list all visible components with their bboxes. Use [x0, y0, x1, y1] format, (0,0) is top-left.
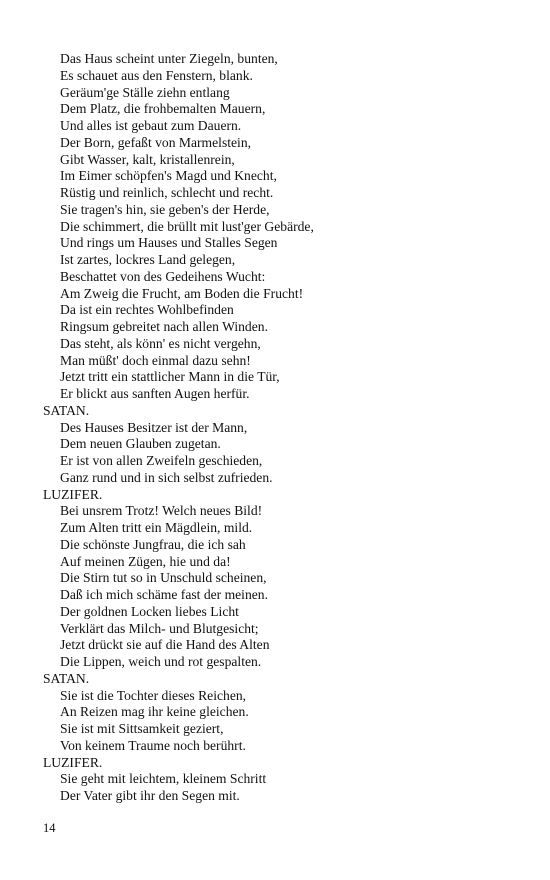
verse-line: Das steht, als könn' es nicht vergehn, — [60, 335, 261, 351]
verse-line: Ist zartes, lockres Land gelegen, — [60, 252, 236, 267]
verse-line: Ringsum gebreitet nach allen Winden. — [60, 319, 268, 334]
speaker-name: LUZIFER. — [43, 754, 103, 770]
verse-line: Die schönste Jungfrau, die ich sah — [60, 536, 246, 552]
verse-line: Daß ich mich schäme fast der meinen. — [60, 587, 268, 602]
verse-line: Am Zweig die Frucht, am Boden die Frucht! — [60, 285, 304, 301]
verse-line: Da ist ein rechtes Wohlbefinden — [60, 302, 234, 318]
verse-line: Die Lippen, weich und rot gespalten. — [60, 654, 262, 669]
verse-line: Gibt Wasser, kalt, kristallenrein, — [60, 151, 235, 167]
verse-line: Die schimmert, die brüllt mit lust'ger Gebärde, — [60, 218, 314, 234]
verse-line: Bei unsrem Trotz! Welch neues Bild! — [60, 503, 263, 519]
verse-line: Der Vater gibt ihr den Segen mit. — [60, 788, 240, 803]
verse-line: An Reizen mag ihr keine gleichen. — [60, 704, 249, 720]
verse-line: Geräum'ge Ställe ziehn entlang — [60, 84, 230, 100]
verse-line: Ganz rund und in sich selbst zufrieden. — [60, 469, 273, 485]
verse-line: Sie ist mit Sittsamkeit geziert, — [60, 721, 224, 736]
verse-line: Jetzt tritt ein stattlicher Mann in die Tür, — [60, 369, 280, 385]
verse-line: Es schauet aus den Fenstern, blank. — [60, 67, 253, 83]
verse-line: Verklärt das Milch- und Blutgesicht; — [60, 620, 259, 636]
verse-line: Sie tragen's hin, sie geben's der Herde, — [60, 201, 270, 217]
verse-line: Dem Platz, die frohbemalten Mauern, — [60, 101, 266, 117]
verse-line: Jetzt drückt sie auf die Hand des Alten — [60, 637, 270, 653]
verse-line: Der Born, gefaßt von Marmelstein, — [60, 134, 252, 150]
verse-line: Rüstig und reinlich, schlecht und recht. — [60, 185, 274, 200]
speaker-name: LUZIFER. — [43, 486, 103, 502]
speaker-name: SATAN. — [43, 402, 90, 418]
verse-line: Er ist von allen Zweifeln geschieden, — [60, 453, 263, 468]
verse-line: Der goldnen Locken liebes Licht — [60, 603, 239, 619]
verse-line: Das Haus scheint unter Ziegeln, bunten, — [60, 51, 278, 66]
verse-line: Und rings um Hauses und Stalles Segen — [60, 235, 278, 251]
verse-line: Er blickt aus sanften Augen herfür. — [60, 386, 250, 401]
verse-line: Sie ist die Tochter dieses Reichen, — [60, 687, 247, 703]
verse-line: Man müßt' doch einmal dazu sehn! — [60, 352, 251, 368]
verse-block — [43, 51, 523, 805]
verse-line: Im Eimer schöpfen's Magd und Knecht, — [60, 168, 277, 184]
verse-line: Des Hauses Besitzer ist der Mann, — [60, 419, 248, 435]
page-number: 14 — [43, 821, 56, 835]
verse-line: Die Stirn tut so in Unschuld scheinen, — [60, 570, 267, 586]
verse-line: Dem neuen Glauben zugetan. — [60, 436, 221, 452]
verse-line: Und alles ist gebaut zum Dauern. — [60, 118, 242, 133]
speaker-name: SATAN. — [43, 670, 90, 686]
verse-line: Beschattet von des Gedeihens Wucht: — [60, 268, 266, 284]
verse-line: Sie geht mit leichtem, kleinem Schritt — [60, 771, 267, 787]
verse-line: Von keinem Traume noch berührt. — [60, 737, 246, 753]
verse-line: Auf meinen Zügen, hie und da! — [60, 553, 231, 569]
verse-line: Zum Alten tritt ein Mägdlein, mild. — [60, 520, 253, 535]
